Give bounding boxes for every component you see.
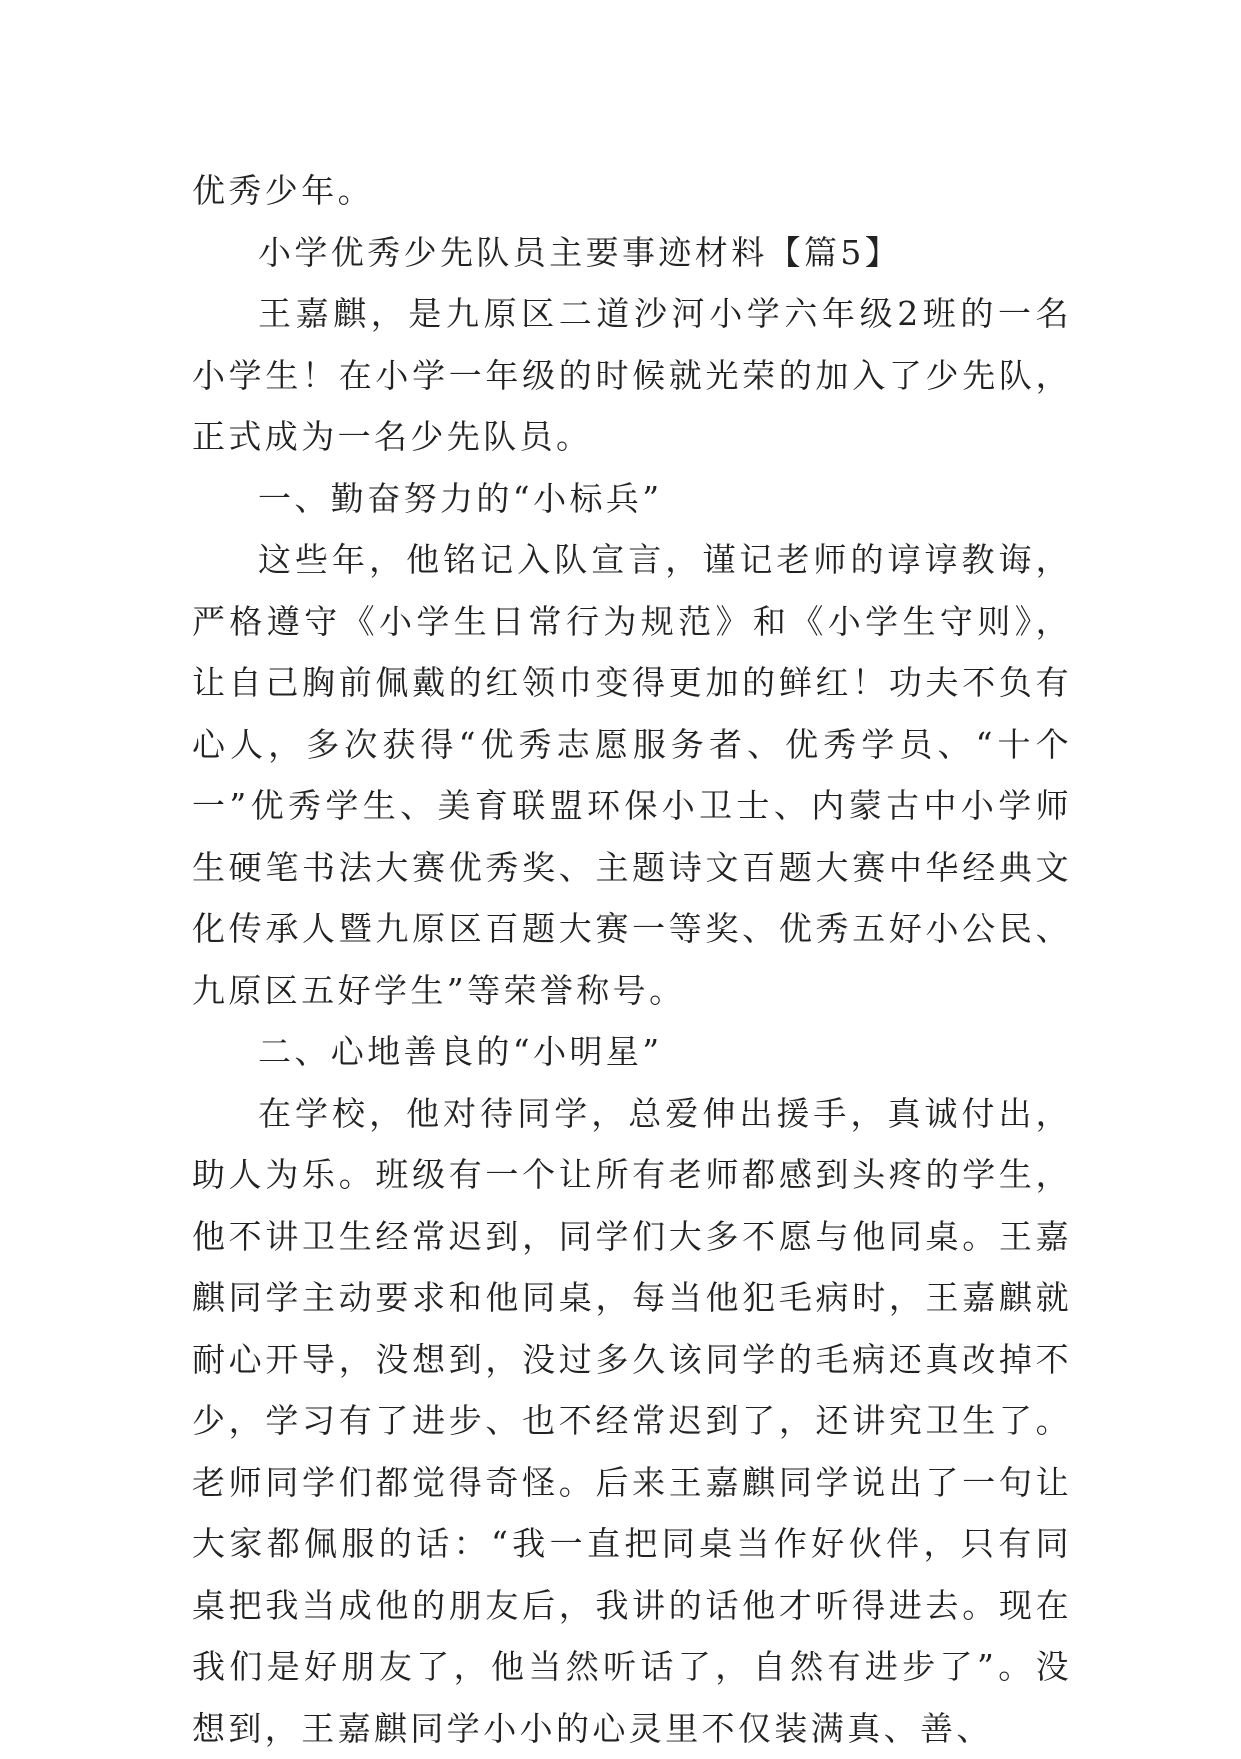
heading-part-one: 一、勤奋努力的“小标兵” — [192, 468, 1072, 530]
heading-part-two: 二、心地善良的“小明星” — [192, 1021, 1072, 1083]
paragraph-part-two: 在学校，他对待同学，总爱伸出援手，真诚付出，助人为乐。班级有一个让所有老师都感到头疼的学生，他不讲卫生经常迟到，同学们大多不愿与他同桌。王嘉麒同学主动要求和他同桌，每当他犯毛病时，王嘉麒就耐心开导，没想到，没过多久该同学的毛病还真改掉不少，学习有了进步、也不经常迟到了，还讲究卫生了。老师同学们都觉得奇怪。后来王嘉麒同学说出了一句让大家都佩服的话：“我一直把同桌当作好伙伴，只有同桌把我当成他的朋友后，我讲的话他才听得进去。现在我们是好朋友了，他当然听话了，自然有进步了”。没想到，王嘉麒同学小小的心灵里不仅装满真、善、 — [192, 1083, 1072, 1759]
paragraph-part-one: 这些年，他铭记入队宣言，谨记老师的谆谆教诲，严格遵守《小学生日常行为规范》和《小学生守则》，让自己胸前佩戴的红领巾变得更加的鲜红！功夫不负有心人，多次获得“优秀志愿服务者、优秀学员、“十个一”优秀学生、美育联盟环保小卫士、内蒙古中小学师生硬笔书法大赛优秀奖、主题诗文百题大赛中华经典文化传承人暨九原区百题大赛一等奖、优秀五好小公民、九原区五好学生”等荣誉称号。 — [192, 529, 1072, 1021]
paragraph-continuation: 优秀少年。 — [192, 160, 1072, 222]
section-title: 小学优秀少先队员主要事迹材料【篇5】 — [192, 222, 1072, 284]
paragraph-intro: 王嘉麒，是九原区二道沙河小学六年级2班的一名小学生！在小学一年级的时候就光荣的加入了少先队，正式成为一名少先队员。 — [192, 283, 1072, 468]
document-body — [192, 160, 1072, 1759]
